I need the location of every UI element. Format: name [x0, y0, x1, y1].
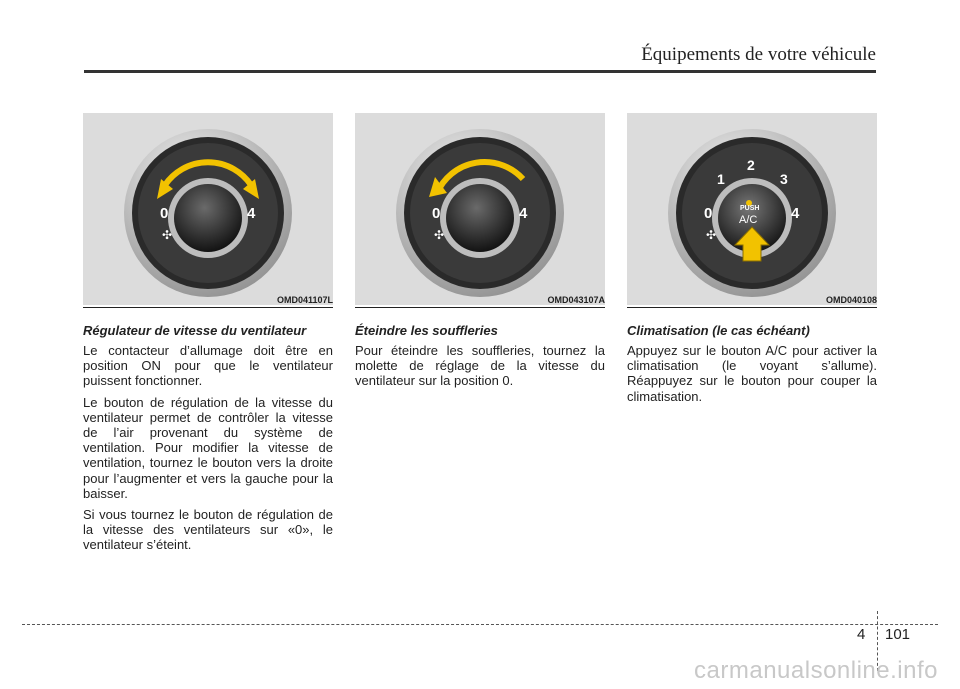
paragraph: Le contacteur d’allumage doit être en position ON pour que le ventilateur puissent fonctionner. — [83, 343, 333, 389]
paragraph: Si vous tournez le bouton de régulation de la vitesse des ventilateurs sur «0», le ventilateur s’éteint. — [83, 507, 333, 553]
fan-icon: ✣ — [706, 228, 717, 242]
footer-rule — [22, 624, 938, 625]
ac-label: A/C — [739, 214, 758, 226]
page-number: 101 — [885, 626, 911, 643]
figure-code: OMD040108 — [825, 295, 877, 305]
dial-label-max: 4 — [791, 205, 800, 222]
section-title: Régulateur de vitesse du ventilateur — [83, 323, 307, 338]
dial-label-min: 0 — [160, 205, 169, 222]
section-title: Éteindre les souffleries — [355, 323, 498, 338]
push-label: PUSH — [740, 205, 760, 212]
dial-label-min: 0 — [432, 205, 441, 222]
column-turn-off — [355, 113, 605, 395]
watermark: carmanualsonline.info — [694, 657, 938, 684]
column-fan-speed — [83, 113, 333, 559]
fan-dial-illustration — [355, 113, 605, 305]
header-rule — [84, 70, 876, 73]
fan-icon: ✣ — [434, 228, 445, 242]
dial-label-1: 1 — [717, 171, 725, 187]
dial-label-max: 4 — [247, 205, 256, 222]
figure-code: OMD043107A — [547, 295, 605, 305]
fan-dial-illustration — [83, 113, 333, 305]
figure-rule — [83, 307, 333, 308]
figure-rule — [355, 307, 605, 308]
page-header-title: Équipements de votre véhicule — [641, 44, 876, 65]
column-air-conditioning — [627, 113, 877, 410]
paragraph: Appuyez sur le bouton A/C pour activer la climatisation (le voyant s’allume). Réappuyez sur le bouton pour couper la climatisation. — [627, 343, 877, 404]
paragraph: Pour éteindre les souffleries, tournez la molette de réglage de la vitesse du ventilateur sur la position 0. — [355, 343, 605, 389]
fan-icon: ✣ — [162, 228, 173, 242]
dial-label-min: 0 — [704, 205, 713, 222]
dial-label-max: 4 — [519, 205, 528, 222]
figure-turn-off-dial — [355, 113, 605, 305]
chapter-number: 4 — [857, 626, 866, 643]
figure-fan-speed-dial — [83, 113, 333, 305]
section-title: Climatisation (le cas échéant) — [627, 323, 810, 338]
dial-label-3: 3 — [780, 171, 788, 187]
dial-label-2: 2 — [747, 157, 755, 173]
paragraph: Le bouton de régulation de la vitesse du ventilateur permet de contrôler la vitesse de l’air provenant du système de ventilation. Pour modifier la vitesse de ventilation, tournez le bouton vers la droite pour l’augmenter et vers la gauche pour la baisser. — [83, 394, 333, 501]
figure-rule — [627, 307, 877, 308]
figure-ac-button — [627, 113, 877, 305]
figure-code: OMD041107L — [276, 295, 333, 305]
